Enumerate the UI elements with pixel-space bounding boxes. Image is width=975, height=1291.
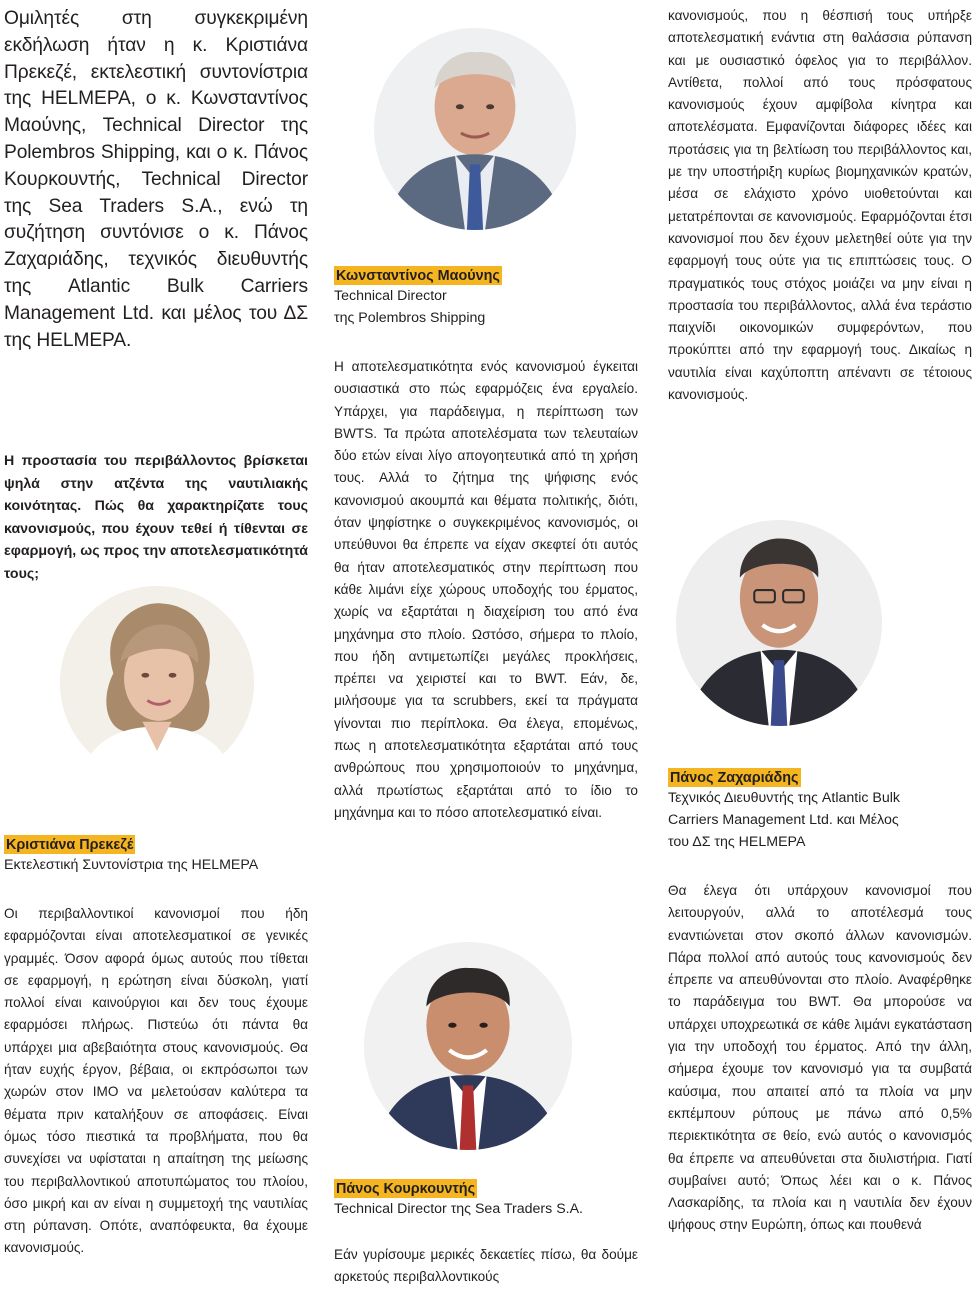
answer-paragraph: Θα έλεγα ότι υπάρχουν κανονισμοί που λειτουργούν, αλλά το αποτέλεσμά τους εναντιώνεται στον σκοπό άλλων κανονισμών. Πάρα πολλοί από αυτούς τους κανονισμούς δεν έπρεπε να απευθύνονται στο πλοίο. Αναφέρθηκε το παράδειγμα του BWT. Θα μπορούσε να υπάρχει υποχρεωτικά σε κάθε λιμάνι εγκατάσταση για την υποδοχή του έρματος. Από την άλλη, σήμερα έχουμε τον κανονισμό για τα συμβατά καύσιμα, που απαιτεί από τα πλοία να μην εκπέμπουν ρύπους με πάνω από 0,5% περιεκτικότητα σε θείο, ενώ αυτός ο κανονισμός θα έπρεπε να απευθύνεται στα διυλιστήρια. Γιατί συμβαίνει αυτό; Όπως λέει και ο κ. Πάνος Λασκαρίδης, τα πλοία και η ναυτιλία δεν έχουν ψήφους στην Ευρώπη, όπως και πουθενά bbox=[668, 883, 972, 1233]
speaker-role: Technical Director της Sea Traders S.A. bbox=[334, 1201, 583, 1217]
speaker-name: Κωνσταντίνος Μαούνης bbox=[336, 268, 500, 284]
speaker-caption-zachariadis bbox=[668, 768, 972, 853]
speaker-caption-kourkountis bbox=[334, 1179, 638, 1220]
speaker-role-line-1: Τεχνικός Διευθυντής της Atlantic Bulk bbox=[668, 790, 900, 806]
speaker-photo-kourkountis bbox=[364, 942, 572, 1150]
answer-paragraph-start: Εάν γυρίσουμε μερικές δεκαετίες πίσω, θα δούμε αρκετούς περιβαλλοντικούς bbox=[334, 1247, 638, 1285]
speaker-caption-maounis bbox=[334, 266, 638, 329]
speaker-role-line-3: του ΔΣ της HELMEPA bbox=[668, 834, 806, 850]
speaker-role-line-2: Carriers Management Ltd. και Μέλος bbox=[668, 812, 899, 828]
speaker-photo-maounis bbox=[374, 28, 576, 230]
speaker-role: Εκτελεστική Συντονίστρια της HELMEPA bbox=[4, 857, 259, 873]
intro-paragraph: Ομιλητές στη συγκεκριμένη εκδήλωση ήταν η κ. Κριστιάνα Πρεκεζέ, εκτελεστική συντονίστρια της HELMEPA, ο κ. Κωνσταντίνος Μαούνης, Technical Director της Polembros Shipping, και ο κ. Πάνος Κουρκουντής, Technical Director της Sea Traders S.A., ενώ τη συζήτηση συντόνισε ο κ. Πάνος Ζαχαριάδης, τεχνικός διευθυντής της Atlantic Bulk Carriers Management Ltd. και μέλος του ΔΣ της HELMEPA. bbox=[4, 8, 308, 351]
speaker-role-line-1: Technical Director bbox=[334, 288, 447, 304]
speaker-caption-prekeze bbox=[4, 835, 308, 876]
speaker-name: Πάνος Ζαχαριάδης bbox=[670, 770, 799, 786]
speaker-photo-zachariadis bbox=[676, 520, 882, 726]
answer-paragraph-continued: κανονισμούς, που η θέσπισή τους υπήρξε αποτελεσματική ενάντια στη θαλάσσια ρύπανση και με ουσιαστικό όφελος για το περιβάλλον. Αντίθετα, πολλοί από τους πρόσφατους κανονισμούς έχουν αμφίβολα κίνητρα και αποτελέσματα. Εμφανίζονται διάφορες ιδέες και προτάσεις για τη βελτίωση του περιβάλλοντος και, με την υποστήριξη κυρίως βιομηχανικών κρατών, μέσα σε ελάχιστο χρόνο υιοθετούνται και μετατρέπονται σε κανονισμούς. Εφαρμόζονται έτσι κανονισμοί που δεν έχουν μελετηθεί ούτε για την εφαρμογή τους ούτε για τις επιπτώσεις τους. Ο πραγματικός τους στόχος μοιάζει να μην είναι η προστασία του περιβάλλοντος, αλλά ένα τεράστιο παιχνίδι οικονομικών συμφερόντων, που προκύπτει από την εφαρμογή τους. Δικαίως η ναυτιλία είναι καχύποπτη απέναντι σε τέτοιους κανονισμούς. bbox=[668, 8, 972, 403]
column-middle bbox=[334, 0, 638, 1291]
column-right bbox=[668, 0, 972, 1291]
answer-paragraph: Η αποτελεσματικότητα ενός κανονισμού έγκειται ουσιαστικά στο πώς εφαρμόζεις ένα εργαλείο. Υπάρχει, για παράδειγμα, η περίπτωση των BWTS. Τα πρώτα αποτελέσματα των τελευταίων δύο ετών είναι λίγο απογοητευτικά από τη χρήση τους. Αλλά το ζήτημα της ψήφισης ενός κανονισμού ακουμπά και θέματα πολιτικής, διότι, όταν ψηφίστηκε ο συγκεκριμένος κανονισμός, οι υπεύθυνοι θα έπρεπε να είχαν σκεφτεί ότι αυτός θα ήταν αποτελεσματικός στην περίπτωση που κάθε λιμάνι είχε χώρους υποδοχής του έρματος, χωρίς να εξαρτάται η διαχείριση του από ένα μηχάνημα στο πλοίο. Ωστόσο, σήμερα το πλοίο, που ήδη αντιμετωπίζει μεγάλες προκλήσεις, πρέπει να χειριστεί και το BWT. Εάν, δε, μιλήσουμε για τα scrubbers, εκεί τα πράγματα γίνονται πιο περίπλοκα. Θα έλεγα, επομένως, πως η αποτελεσματικότητα εξαρτάται από τους ανθρώπους που χρησιμοποιούν το μηχάνημα, αλλά πρωτίστως εξαρτάται από το ίδιο το μηχάνημα και το πόσο αποτελεσματικό είναι. bbox=[334, 359, 638, 820]
speaker-name: Κριστιάνα Πρεκεζέ bbox=[6, 837, 134, 853]
speaker-role-line-2: της Polembros Shipping bbox=[334, 310, 486, 326]
speaker-photo-prekeze bbox=[60, 586, 254, 780]
speaker-name: Πάνος Κουρκουντής bbox=[336, 1181, 476, 1197]
column-left bbox=[4, 0, 308, 1291]
answer-paragraph: Οι περιβαλλοντικοί κανονισμοί που ήδη εφαρμόζονται είναι αποτελεσματικοί σε γενικές γραμμές. Όσον αφορά όμως αυτούς που τίθεται σε εφαρμογή, η ερώτηση είναι δύσκολη, γιατί πολλοί είναι καινούργιοι και δεν τους έχουμε εφαρμόσει πλήρως. Πιστεύω ότι πάντα θα υπάρχει μια αβεβαιότητα στους κανονισμούς. Θα ήταν ευχής έργον, βέβαια, οι εκπρόσωποι των χωρών στον ΙΜΟ να μελετούσαν καλύτερα τα θέματα πριν καταλήξουν σε αποφάσεις. Είναι όμως τόσο πιεστικά τα προβλήματα, που θα συνεχίσει να υφίσταται η απαίτηση της μείωσης του περιβαλλοντικού αποτυπώματος του πλοίου, όσο μικρή και αν είναι η συμμετοχή της ναυτιλίας στη ρύπανση. Οπότε, αναπόφευκτα, θα έχουμε κανονισμούς. bbox=[4, 906, 308, 1256]
interview-question: Η προστασία του περιβάλλοντος βρίσκεται ψηλά στην ατζέντα της ναυτιλιακής κοινότητας. Πώς θα χαρακτηρίζατε τους κανονισμούς, που έχουν τεθεί ή τίθενται σε εφαρμογή, ως προς την αποτελεσματικότητά τους; bbox=[4, 453, 308, 582]
